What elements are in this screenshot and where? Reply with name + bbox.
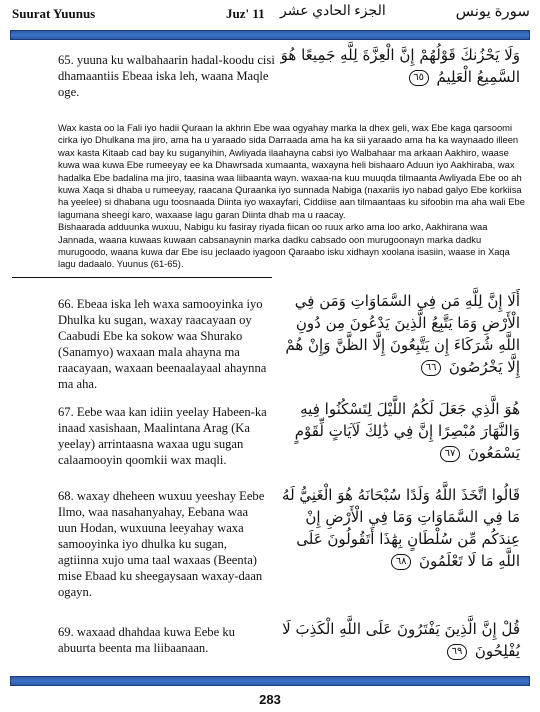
- commentary: [58, 122, 528, 271]
- verse-65-arabic-text: وَلَا يَحْزُنكَ قَوْلُهُمْ إِنَّ الْعِزَّةَ لِلَّهِ جَمِيعًا هُوَ السَّمِيعُ الْعَلِيمُ: [280, 46, 520, 86]
- surah-name: Suurat Yuunus: [12, 6, 96, 21]
- verse-65-arabic: [280, 44, 520, 88]
- verse-67-number: ٦٧: [440, 446, 460, 462]
- verse-66-arabic-text: أَلَا إِنَّ لِلَّهِ مَن فِي السَّمَاوَاتِ وَمَن فِي الْأَرْضِ وَمَا يَتَّبِعُ الَّذِينَ يَدْعُونَ مِن دُونِ اللَّهِ شُرَكَاءَ إِن يَتَّبِعُونَ إِلَّا الظَّنَّ وَإِنْ هُمْ إِلَّا يَخْرُصُونَ: [285, 292, 520, 376]
- verse-66-number: ٦٦: [421, 360, 441, 376]
- arabic-surah-name: سورة يونس: [455, 4, 530, 20]
- verse-65-number: ٦٥: [409, 70, 429, 86]
- arabic-juz-label: الجزء الحادي عشر: [280, 4, 386, 19]
- verse-68-translation: 68. waxay dheheen wuxuu yeeshay Eebe Ilmo, waa nasahanyahay, Eebana waa uun Hodan, wuxuuna leeyahay waxa samooyinka iyo dhulka ku sugan, agtiinna xujo uma taal waxaas (Beenta) mise Ebaad ku sheegaysaan waxay-daan ogayn.: [58, 489, 265, 599]
- footer-bar: [10, 676, 530, 686]
- verse-67-translation: 67. Eebe waa kan idiin yeelay Habeen-ka inaad xasishaan, Maalintana Arag (Ka yeelay) arrintaasna waxaa ugu sugan calaamooyin qoomkii wax maqli.: [58, 405, 267, 467]
- verse-69-arabic: [280, 618, 520, 662]
- page-number: 283: [259, 692, 281, 707]
- verse-67-arabic-text: هُوَ الَّذِي جَعَلَ لَكُمُ اللَّيْلَ لِتَسْكُنُوا فِيهِ وَالنَّهَارَ مُبْصِرًا إِنَّ فِي ذَٰلِكَ لَآيَاتٍ لِّقَوْمٍ يَسْمَعُونَ: [294, 400, 520, 462]
- verse-65-translation: 65. yuuna ku walbahaarin hadal-koodu cisi dhamaantiis Ebeaa iska leh, waana Maqle oge.: [58, 53, 275, 99]
- verse-69-arabic-text: قُلْ إِنَّ الَّذِينَ يَفْتَرُونَ عَلَى اللَّهِ الْكَذِبَ لَا يُفْلِحُونَ: [282, 620, 520, 660]
- page-header: [0, 0, 540, 30]
- separator-rule: [12, 277, 272, 278]
- verse-67-arabic: [280, 398, 520, 464]
- verse-68-number: ٦٨: [391, 554, 411, 570]
- commentary-paragraph-1: Wax kasta oo la Fali iyo hadii Quraan la akhrin Ebe waa ogyahay marka la dhex geli, wax Ebe kaga qarsoomi cirka iyo Dhulkana ma jiro, ama ha u yaraado sida Darraada ama ha ka sii yaraado ama ha ka waynaado illeen wax kasta Kitaab cad bay ku suganyihin, Awliyada ilaahayna cabsi iyo Walbahaar ma arkaan Aakhiro, waase kuwa waa kuwa Ebe rumeeyay ee ka Dhawrsada xumaanta, waxayna heli bishaaro Aduun iyo Aakhiraba, wax hadalka Ebe badalina ma jiro, taasina waa liibaanta wayn. waxaa-na kuu muuqda tilmaanta Awliyada Ebe oo ah kuwa Xaqa si dhaba u rumeeyay, raacana Quraanka iyo sunnada Nabiga (naxariis iyo nabad galyo Ebe korkiisa ha yeelee) si dhabana ugu toosnaada Diinta iyo waxayfari, Ciddiise aan tilmaantaas ku sifoobin ma aha wali Ebe lagumana sheegi karo, waxaase lagu garan Diinta dhab ma u raacay.: [58, 122, 525, 220]
- verse-66-translation: 66. Ebeaa iska leh waxa samooyinka iyo Dhulka ku sugan, waxay raacayaan oy Caabudi Ebe ka sokow waa Shurako (Sanamyo) waxaan mala ahayna ma raacayaan, waxaan beenaalayaal ahaynna ma aha.: [58, 297, 267, 391]
- verse-69-number: ٦٩: [447, 644, 467, 660]
- verse-68-arabic-text: قَالُوا اتَّخَذَ اللَّهُ وَلَدًا سُبْحَانَهُ هُوَ الْغَنِيُّ لَهُ مَا فِي السَّمَاوَاتِ وَمَا فِي الْأَرْضِ إِنْ عِندَكُم مِّن سُلْطَانٍ بِهَٰذَا أَتَقُولُونَ عَلَى اللَّهِ مَا لَا تَعْلَمُونَ: [282, 486, 520, 570]
- verse-66-arabic: [280, 290, 520, 378]
- header-bar: [10, 30, 530, 40]
- juz-label: Juz' 11: [226, 6, 265, 21]
- verse-68-arabic: [280, 484, 520, 572]
- verse-69-translation: 69. waxaad dhahdaa kuwa Eebe ku abuurta beenta ma liibaanaan.: [58, 625, 235, 655]
- commentary-paragraph-2: Bishaarada adduunka wuxuu, Nabigu ku fasiray riyada fiican oo ruux arko ama loo arko, Aakhirana waa Jannada, waana kuwaas kuwaan cabsanaynin marka dadku cabsado oon murugoonayn marka dadku murugoodo, waana kuwa dar Ebe isu jeclaado iyagoon Qaraabo isku xidhayn xoolana isasiin, waase in Xaqa lagu dadaalo. Yuunus (61-65).: [58, 221, 510, 270]
